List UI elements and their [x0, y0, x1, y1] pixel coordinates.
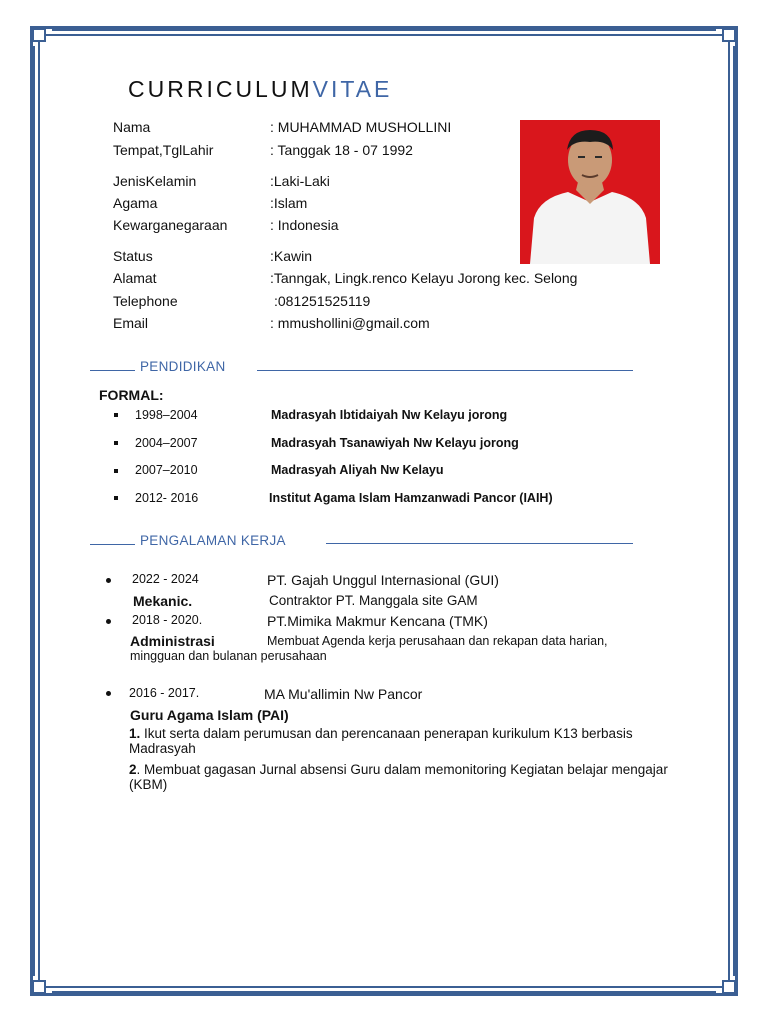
value-kewarganegaraan: : Indonesia	[270, 217, 339, 233]
job-point: 2. Membuat gagasan Jurnal absensi Guru dalam memonitoring Kegiatan belajar mengajar (KBM)	[129, 762, 668, 792]
education-school: Madrasyah Aliyah Nw Kelayu	[271, 463, 444, 477]
page-border-bottom	[52, 991, 716, 996]
label-tempat-tgl-lahir: Tempat,TglLahir	[113, 142, 214, 158]
section-title-pendidikan: PENDIDIKAN	[140, 359, 226, 374]
page-border-right	[733, 46, 738, 976]
education-subtitle: FORMAL:	[99, 387, 164, 403]
label-agama: Agama	[113, 195, 158, 211]
section-title-pengalaman-kerja: PENGALAMAN KERJA	[140, 533, 286, 548]
value-nama: : MUHAMMAD MUSHOLLINI	[270, 119, 452, 135]
education-school: Madrasyah Ibtidaiyah Nw Kelayu jorong	[271, 408, 508, 422]
section-divider	[90, 544, 135, 545]
label-status: Status	[113, 248, 153, 264]
label-alamat: Alamat	[113, 270, 157, 286]
education-years: 2012- 2016	[135, 491, 199, 505]
list-bullet	[106, 578, 111, 583]
job-years: 2022 - 2024	[132, 572, 199, 586]
value-status: :Kawin	[270, 248, 313, 264]
list-bullet	[114, 413, 118, 417]
value-jenis-kelamin: :Laki-Laki	[270, 173, 330, 189]
section-divider	[326, 543, 633, 544]
job-description: Contraktor PT. Manggala site GAM	[269, 593, 478, 608]
job-role: Guru Agama Islam (PAI)	[130, 707, 289, 723]
job-role: Mekanic.	[133, 593, 193, 609]
list-bullet	[106, 691, 111, 696]
value-telephone: :081251525119	[274, 293, 371, 309]
job-company: MA Mu'allimin Nw Pancor	[264, 686, 423, 702]
profile-photo	[520, 120, 660, 264]
label-jenis-kelamin: JenisKelamin	[113, 173, 197, 189]
page-border-top	[52, 26, 716, 31]
job-company: PT.Mimika Makmur Kencana (TMK)	[267, 613, 488, 629]
education-years: 1998–2004	[135, 408, 198, 422]
job-company: PT. Gajah Unggul Internasional (GUI)	[267, 572, 499, 588]
job-role: Administrasi	[130, 633, 215, 649]
job-description-continued: mingguan dan bulanan perusahaan	[130, 649, 327, 663]
label-email: Email	[113, 315, 149, 331]
value-email: : mmushollini@gmail.com	[270, 315, 430, 331]
label-nama: Nama	[113, 119, 151, 135]
list-bullet	[106, 619, 111, 624]
corner-ornament	[722, 28, 736, 42]
label-kewarganegaraan: Kewarganegaraan	[113, 217, 228, 233]
list-bullet	[114, 441, 118, 445]
job-description: Membuat Agenda kerja perusahaan dan rekapan data harian,	[267, 634, 608, 648]
corner-ornament	[722, 980, 736, 994]
education-years: 2007–2010	[135, 463, 198, 477]
education-years: 2004–2007	[135, 436, 198, 450]
job-point: 1. Ikut serta dalam perumusan dan perencanaan penerapan kurikulum K13 berbasis Madrasyah	[129, 726, 633, 756]
section-divider	[90, 370, 135, 371]
job-years: 2016 - 2017.	[129, 686, 200, 700]
section-divider	[257, 370, 633, 371]
list-bullet	[114, 496, 118, 500]
value-alamat: :Tanngak, Lingk.renco Kelayu Jorong kec. Selong	[270, 270, 578, 286]
label-telephone: Telephone	[113, 293, 178, 309]
corner-ornament	[32, 28, 46, 42]
person-portrait-icon	[520, 120, 660, 264]
list-bullet	[114, 469, 118, 473]
job-years: 2018 - 2020.	[132, 613, 203, 627]
corner-ornament	[32, 980, 46, 994]
value-tempat-tgl-lahir: : Tanggak 18 - 07 1992	[270, 142, 413, 158]
value-agama: :Islam	[270, 195, 308, 211]
page-border-left	[30, 46, 35, 976]
education-school: Institut Agama Islam Hamzanwadi Pancor (IAIH)	[269, 491, 553, 505]
page-title: CURRICULUMVITAE	[128, 76, 393, 102]
education-school: Madrasyah Tsanawiyah Nw Kelayu jorong	[271, 436, 519, 450]
